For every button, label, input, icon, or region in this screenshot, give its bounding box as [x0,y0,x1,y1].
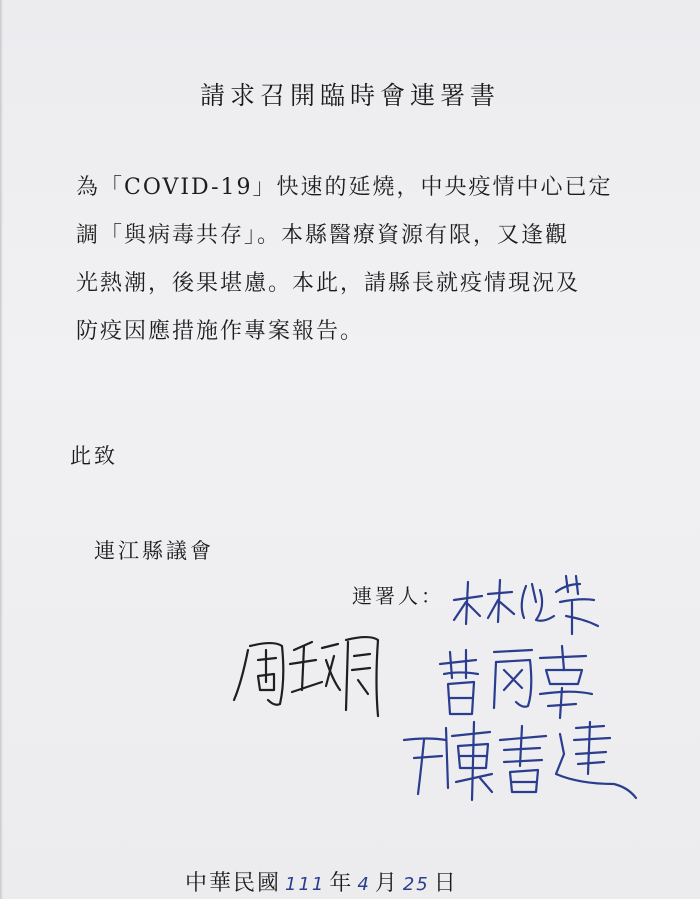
document-body [76,164,636,356]
closing-salutation: 此致 [70,444,118,468]
date-prefix: 中華民國 [185,871,282,896]
signature-3 [436,644,606,724]
recipient: 連江縣議會 [94,539,214,563]
date-month-unit: 月 [374,871,399,896]
page-edge-shadow [0,0,3,899]
body-line: 防疫因應措施作專案報告。 [76,319,365,344]
date-day-unit: 日 [433,871,458,896]
date-year-handwritten: 111 [285,874,326,895]
signature-3-image [436,644,606,724]
document-title: 請求召開臨時會連署書 [199,81,500,110]
signature-1-image [448,572,608,642]
signers-label: 連署人： [352,584,444,608]
body-line: 調「與病毒共存」。本縣醫療資源有限，又逢觀 [76,223,570,248]
date-year-unit: 年 [329,871,354,896]
body-line: 光熱潮，後果堪慮。本此，請縣長就疫情現況及 [76,271,581,296]
date-line [185,866,458,897]
signature-2-image [230,620,390,720]
signature-1 [448,572,608,642]
signature-2 [230,620,390,720]
signature-4 [400,718,640,808]
date-day-handwritten: 25 [402,874,430,895]
body-line: 為「COVID-19」快速的延燒，中央疫情中心已定 [76,175,613,200]
signature-4-image [400,718,640,808]
date-month-handwritten: 4 [357,874,371,895]
